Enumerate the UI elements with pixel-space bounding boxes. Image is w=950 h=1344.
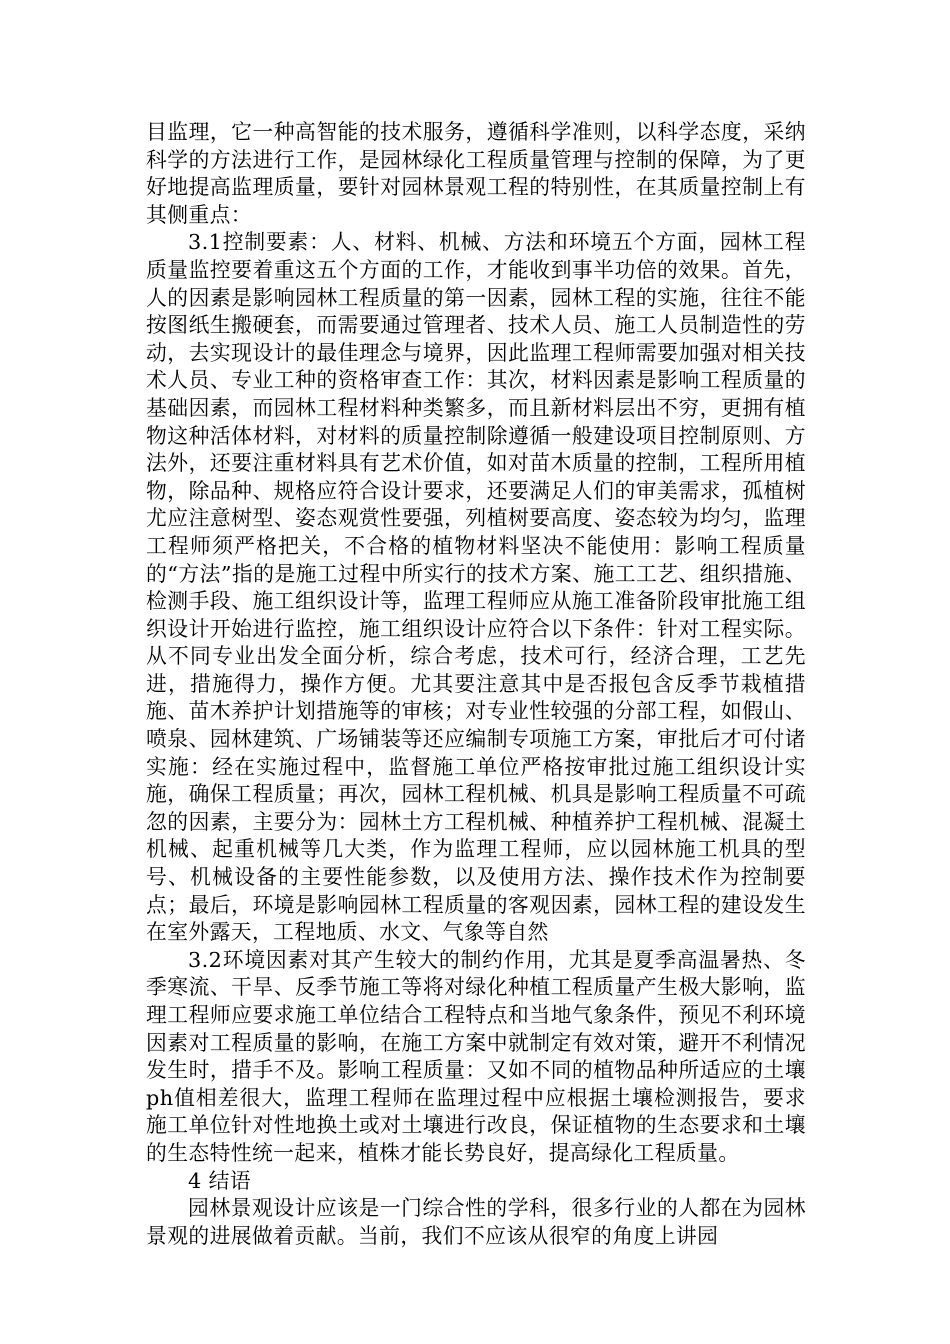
paragraph-intro: 目监理，它一种高智能的技术服务，遵循科学准则，以科学态度，采纳科学的方法进行工作，是园林绿化工程质量管理与控制的保障，为了更好地提高监理质量，要针对园林景观工程的特别性，在其质量控制上有其侧重点： [146, 120, 806, 227]
paragraph-conclusion: 园林景观设计应该是一门综合性的学科，很多行业的人都在为园林景观的进展做着贡献。当前，我们不应该从很窄的角度上讲园 [146, 1196, 806, 1248]
document-body [146, 119, 806, 1250]
paragraph-section-3-2: 3.2环境因素对其产生较大的制约作用，尤其是夏季高温暑热、冬季寒流、干旱、反季节施工等将对绿化种植工程质量产生极大影响，监理工程师应要求施工单位结合工程特点和当地气象条件，预见不利环境因素对工程质量的影响，在施工方案中就制定有效对策，避开不利情况发生时，措手不及。影响工程质量：又如不同的植物品种所适应的土壤ph值相差很大，监理工程师在监理过程中应根据土壤检测报告，要求施工单位针对性地换土或对土壤进行改良，保证植物的生态要求和土壤的生态特性统一起来，植株才能长势良好，提高绿化工程质量。 [146, 947, 806, 1165]
paragraph-section-3-1: 3.1控制要素：人、材料、机械、方法和环境五个方面，园林工程质量监控要着重这五个方面的工作，才能收到事半功倍的效果。首先，人的因素是影响园林工程质量的第一因素，园林工程的实施，往往不能按图纸生搬硬套，而需要通过管理者、技术人员、施工人员制造性的劳动，去实现设计的最佳理念与境界，因此监理工程师需要加强对相关技术人员、专业工种的资格审查工作：其次，材料因素是影响工程质量的基础因素，而园林工程材料种类繁多，而且新材料层出不穷，更拥有植物这种活体材料，对材料的质量控制除遵循一般建设项目控制原则、方法外，还要注重材料具有艺术价值，如对苗木质量的控制，工程所用植物，除品种、规格应符合设计要求，还要满足人们的审美需求，孤植树尤应注意树型、姿态观赏性要强，列植树要高度、姿态较为均匀，监理工程师须严格把关，不合格的植物材料坚决不能使用：影响工程质量的“方法”指的是施工过程中所实行的技术方案、施工工艺、组织措施、检测手段、施工组织设计等，监理工程师应从施工准备阶段审批施工组织设计开始进行监控，施工组织设计应符合以下条件：针对工程实际。从不同专业出发全面分析，综合考虑，技术可行，经济合理，工艺先进，措施得力，操作方便。尤其要注意其中是否报包含反季节栽植措施、苗木养护计划措施等的审核；对专业性较强的分部工程，如假山、喷泉、园林建筑、广场铺装等还应编制专项施工方案，审批后才可付诸实施：经在实施过程中，监督施工单位严格按审批过施工组织设计实施，确保工程质量；再次，园林工程机械、机具是影响工程质量不可疏忽的因素，主要分为：园林土方工程机械、种植养护工程机械、混凝土机械、起重机械等几大类，作为监理工程师，应以园林施工机具的型号、机械设备的主要性能参数，以及使用方法、操作技术作为控制要点；最后，环境是影响园林工程质量的客观因素，园林工程的建设发生在室外露天，工程地质、水文、气象等自然 [146, 230, 806, 945]
section-heading-conclusion: 4 结语 [188, 1168, 252, 1193]
